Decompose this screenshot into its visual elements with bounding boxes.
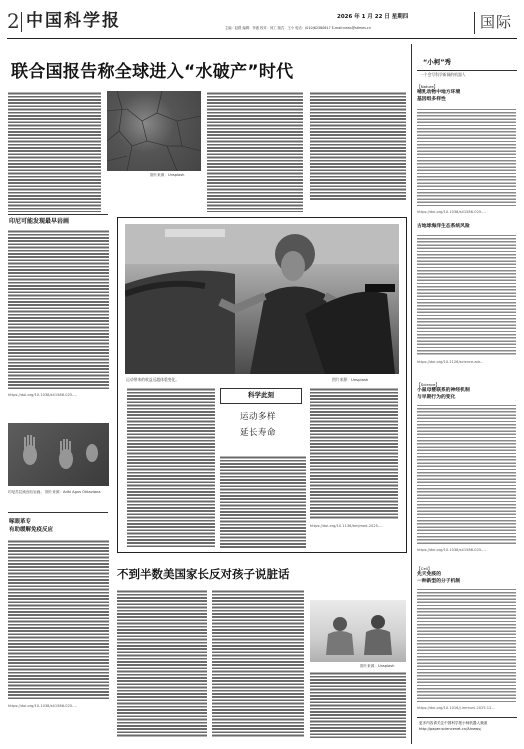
lower-article-text-col3 xyxy=(310,672,406,738)
sidebar-item-3-text xyxy=(417,404,516,544)
feature-text-col2 xyxy=(220,456,306,548)
exercise-photo xyxy=(125,224,399,374)
feature-text-col3 xyxy=(310,388,398,520)
sidebar-item-2-ref: https://doi.org/10.1126/science.adr... xyxy=(417,360,484,364)
children-photo-credit: 图片来源：Unsplash xyxy=(360,664,395,668)
left-rule-1 xyxy=(8,214,108,215)
main-article-text-col4 xyxy=(310,92,406,200)
page-number: 2 xyxy=(7,9,20,33)
sidebar-item-1-ref: https://doi.org/10.1038/s41586-025-... xyxy=(417,210,486,214)
sidebar-item-1-label: 【Nature】 xyxy=(417,84,438,89)
sidebar-item-3-label: 【Science】 xyxy=(417,382,440,387)
feature-box xyxy=(117,217,407,553)
page-number-divider xyxy=(21,12,22,32)
main-article-text-col3 xyxy=(207,92,303,212)
feature-text-col1 xyxy=(127,388,215,548)
exercise-photo-caption: 运动带来的收益远超体重变化。 xyxy=(126,377,180,382)
lower-headline: 不到半数美国家长反对孩子说脏话 xyxy=(117,567,290,581)
left-article-2-title: 啄眼革专 有助缓解免疫反应 xyxy=(9,519,54,533)
lower-article-text-col1 xyxy=(117,590,207,738)
main-article-text-col1 xyxy=(8,92,101,212)
sidebar-item-1-title: 哺乳动物中地方环境 基因组多样性 xyxy=(417,90,461,102)
sidebar-item-2-text xyxy=(417,234,516,356)
sidebar-item-4-ref: https://doi.org/10.1016/j.immuni.2025.12... xyxy=(417,706,495,710)
sidebar-item-1-text xyxy=(417,108,516,208)
masthead-rule xyxy=(7,38,517,39)
lower-article-text-col2 xyxy=(212,590,304,738)
sidebar-item-4-label: 【Cell】 xyxy=(417,566,432,571)
children-photo xyxy=(310,600,406,662)
left-article-1-title: 印尼可能发现最早岩画 xyxy=(9,218,70,225)
sidebar-item-2-title: 古地球海洋生态系统风险 xyxy=(417,224,470,229)
sidebar-item-3-title: 小鼠母婴联系的神经机制 与早期行为的变化 xyxy=(417,388,470,400)
feature-ref: https://doi.org/10.1136/bmjmed-2025-... xyxy=(310,524,383,528)
sidebar-item-3-ref: https://doi.org/10.1038/s41586-025-... xyxy=(417,548,486,552)
sidebar-footer-text: 更多内容请关注中国科学报小柯机器人频道 xyxy=(419,721,488,725)
left-article-1-text xyxy=(8,230,109,390)
sidebar-item-4-text xyxy=(417,588,516,704)
cracked-earth-image xyxy=(107,91,201,171)
rock-art-caption: 印尼苏拉威西岛岩画。 图片来源：Adhi Agus Oktaviana xyxy=(8,490,101,494)
section-label: 国际 xyxy=(480,13,513,31)
main-article-photo-credit: 图片来源：Unsplash xyxy=(150,173,185,177)
left-rule-2 xyxy=(8,512,108,513)
feature-column-label: 科学此刻 xyxy=(248,391,274,399)
left-article-2-ref: https://doi.org/10.1038/s41586-025-... xyxy=(8,704,77,708)
feature-column-label-box xyxy=(220,388,302,404)
sidebar-header-box xyxy=(417,56,517,71)
woman-exercising-image xyxy=(125,224,399,374)
feature-title-line2: 延长寿命 xyxy=(240,428,277,438)
sidebar-column-title: “小柯”秀 xyxy=(423,58,452,66)
section-divider xyxy=(474,12,475,34)
sidebar-footer-url[interactable]: http://paper.sciencenet.cn/AInews/ xyxy=(419,727,482,731)
issue-date: 2026 年 1 月 22 日 星期四 xyxy=(337,14,409,20)
exercise-photo-credit: 图片来源：Unsplash xyxy=(332,377,369,382)
sidebar-divider xyxy=(411,44,412,744)
hand-stencil-image xyxy=(8,423,109,486)
sidebar-item-4-title: 先天免疫的 一种新型的分子机制 xyxy=(417,572,461,584)
rock-art-photo xyxy=(8,423,109,486)
sidebar-footer-rule xyxy=(417,717,517,718)
masthead-info-line: 主编：赵路 编辑：李惠 校对：何工 版式：王小 电话：(010)62580617 E-mail:news@stimes.cn xyxy=(225,26,371,30)
left-article-2-text xyxy=(8,540,109,700)
feature-title-box xyxy=(236,409,286,447)
main-article-photo xyxy=(107,91,201,171)
children-image xyxy=(310,600,406,662)
left-article-1-ref: https://doi.org/10.1038/s41586-025-... xyxy=(8,393,77,397)
masthead xyxy=(7,8,517,38)
feature-title-line1: 运动多样 xyxy=(240,412,277,422)
sidebar-subtitle: 一个会写科学新闻的机器人 xyxy=(420,72,466,77)
main-headline: 联合国报告称全球进入“水破产”时代 xyxy=(11,62,294,82)
newspaper-logo: 中国科学报 xyxy=(26,11,121,31)
